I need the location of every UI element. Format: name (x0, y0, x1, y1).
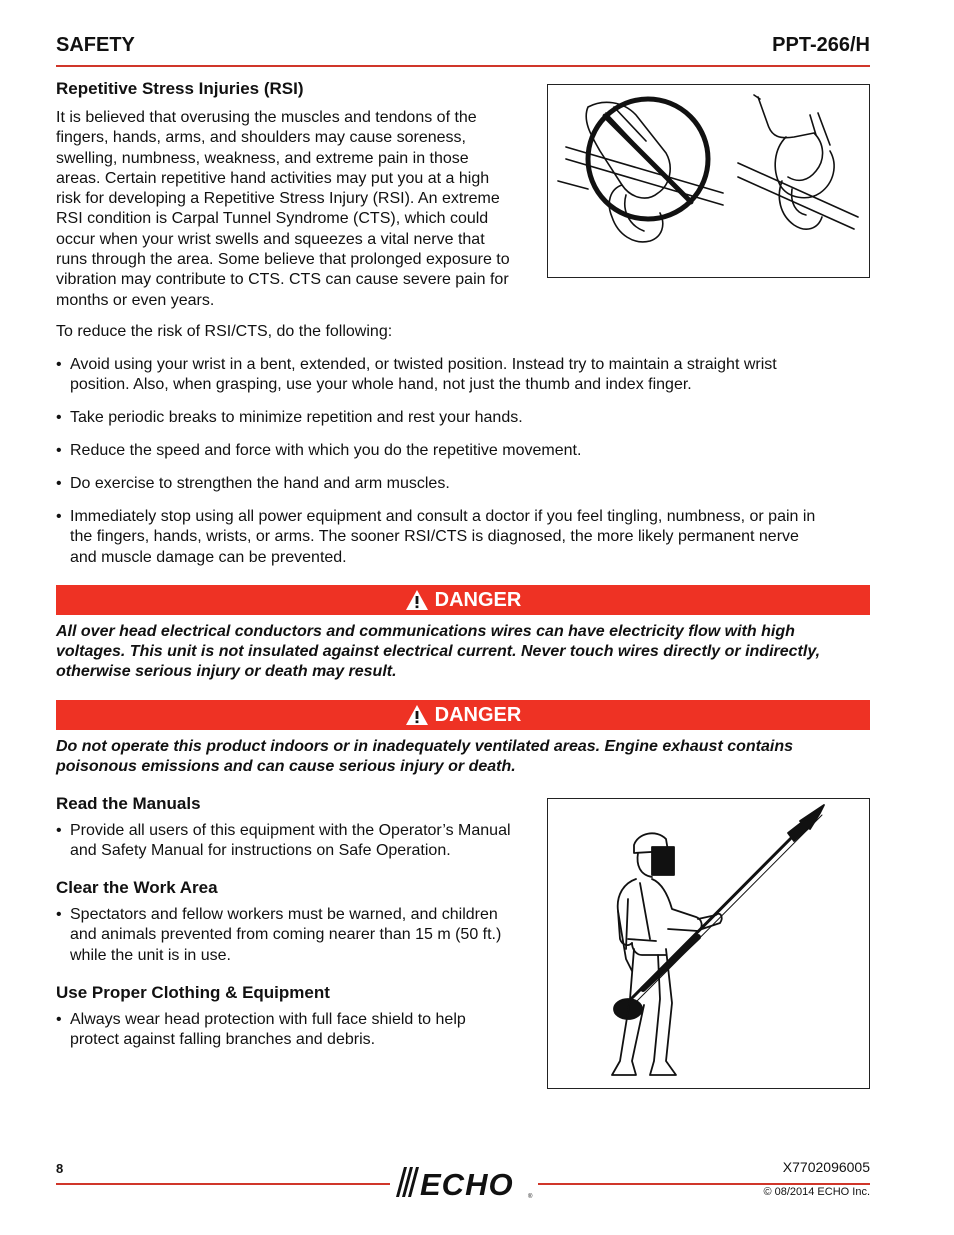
footer-rule-right (538, 1183, 870, 1185)
danger-banner (56, 585, 870, 615)
list-item: • Take periodic breaks to minimize repetition and rest your hands. (56, 409, 523, 426)
clothing-heading: Use Proper Clothing & Equipment (56, 983, 330, 1002)
section-title: SAFETY (56, 34, 135, 56)
copyright: © 08/2014 ECHO Inc. (763, 1186, 870, 1198)
header-rule (56, 65, 870, 67)
model-number: PPT-266/H (772, 34, 870, 56)
grip-illustration (547, 84, 870, 278)
list-item: • Provide all users of this equipment with the Operator’s Manual and Safety Manual for instructions on Safe Operation. (56, 822, 511, 860)
operator-illustration (547, 798, 870, 1089)
danger-label: DANGER (434, 703, 522, 726)
danger-message: All over head electrical conductors and communications wires can have electricity flow with high voltages. This unit is not insulated against electrical current. Never touch wires directly or indirectly, otherwise serious injury or death may result. (56, 623, 821, 680)
manuals-heading: Read the Manuals (56, 794, 201, 813)
svg-text:®: ® (528, 1194, 533, 1200)
rsi-paragraph: It is believed that overusing the muscles and tendons of the fingers, hands, arms, and shoulders may cause soreness, swelling, numbness, weakness, and extreme pain in those areas. Certain repetitive hand activities may put you at a high risk for developing a Repetitive Stress Injury (RSI). An extreme RSI condition is Carpal Tunnel Syndrome (CTS), which could occur when your wrist swells and squeezes a vital nerve that runs through the area. Some believe that prolonged exposure to vibration may contribute to CTS. CTS can cause severe pain for months or even years. (56, 109, 510, 309)
echo-logo-text: ECHO (420, 1167, 514, 1201)
danger-label: DANGER (434, 588, 522, 611)
rsi-heading: Repetitive Stress Injuries (RSI) (56, 79, 304, 98)
danger-banner (56, 700, 870, 730)
list-item: • Spectators and fellow workers must be warned, and children and animals prevented from coming nearer than 15 m (50 ft.) while the unit is in use. (56, 906, 502, 964)
list-item: • Immediately stop using all power equipment and consult a doctor if you feel tingling, numbness, or pain in the fingers, hands, wrists, or arms. The sooner RSI/CTS is diagnosed, the more likely permanent nerve and muscle damage can be prevented. (56, 508, 816, 566)
work-area-heading: Clear the Work Area (56, 878, 218, 897)
page-number: 8 (56, 1161, 64, 1176)
echo-logo (394, 1165, 536, 1201)
list-item: • Do exercise to strengthen the hand and arm muscles. (56, 475, 450, 492)
footer-rule-left (56, 1183, 390, 1185)
list-item: • Reduce the speed and force with which you do the repetitive movement. (56, 442, 582, 459)
rsi-intro: To reduce the risk of RSI/CTS, do the following: (56, 323, 393, 340)
list-item: • Avoid using your wrist in a bent, extended, or twisted position. Instead try to maintain a straight wrist position. Also, when grasping, use your whole hand, not just the thumb and index finger. (56, 356, 777, 394)
list-item: • Always wear head protection with full face shield to help protect against falling branches and debris. (56, 1011, 466, 1049)
operator-drawing (548, 799, 869, 1088)
part-number: X7702096005 (782, 1159, 870, 1175)
danger-message: Do not operate this product indoors or in inadequately ventilated areas. Engine exhaust contains poisonous emissions and can cause serious injury or death. (56, 738, 794, 775)
warning-icon (405, 589, 429, 611)
warning-icon (405, 704, 429, 726)
grip-drawing (548, 85, 869, 277)
